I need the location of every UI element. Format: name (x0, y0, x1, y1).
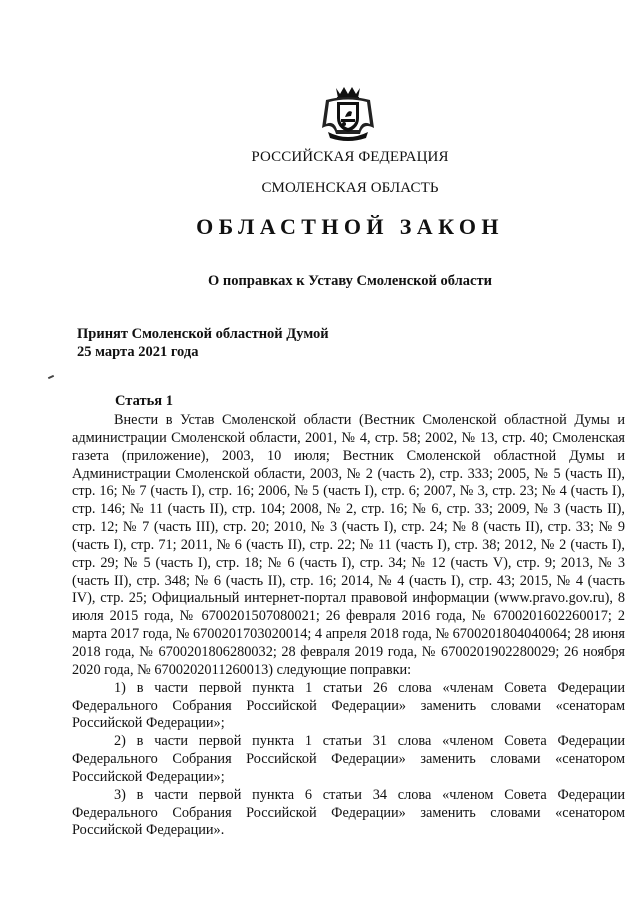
country-heading: РОССИЙСКАЯ ФЕДЕРАЦИЯ (251, 149, 449, 165)
coat-of-arms-icon (318, 82, 378, 144)
adoption-info (77, 325, 329, 361)
adopted-by: Принят Смоленской областной Думой (77, 326, 329, 342)
adopted-date: 25 марта 2021 года (77, 344, 199, 360)
document-type-title: ОБЛАСТНОЙ ЗАКОН (196, 214, 504, 239)
region-heading: СМОЛЕНСКАЯ ОБЛАСТЬ (261, 180, 439, 196)
article-intro-paragraph: Внести в Устав Смоленской области (Вестник Смоленской областной Думы и администрации Смоленской области, 2001, № 4, стр. 58; 2002, № 13, стр. 40; Смоленская газета (приложение), 2003, 10 июля; Вестник Смоленской областной Думы и Администрации Смоленской области, 2003, № 2 (часть 2), стр. 333; 2005, № 5 (часть II), стр. 16; № 7 (часть I), стр. 16; 2006, № 5 (часть I), стр. 6; 2007, № 3, стр. 23; № 4 (часть I), стр. 146; № 11 (часть II), стр. 104; 2008, № 2, стр. 16; № 6, стр. 33; 2009, № 3 (часть II), стр. 12; № 7 (часть III), стр. 20; 2010, № 3 (часть I), стр. 24; № 8 (часть II), стр. 33; № 9 (часть I), стр. 71; 2011, № 6 (часть II), стр. 22; № 11 (часть I), стр. 38; 2012, № 2 (часть I), стр. 29; № 5 (часть I), стр. 18; № 6 (часть I), стр. 34; № 12 (часть V), стр. 9; 2013, № 3 (часть II), стр. 348; № 6 (часть II), стр. 16; 2014, № 4 (часть I), стр. 43; 2015, № 4 (часть IV), стр. 25; Официальный интернет-портал правовой информации (www.pravo.gov.ru), 8 июля 2015 года, № 6700201507080021; 26 февраля 2016 года, № 6700201602260017; 2 марта 2017 года, № 6700201703020014; 4 апреля 2018 года, № 6700201804040064; 28 июня 2018 года, № 6700201806280032; 28 февраля 2019 года, № 6700201902280029; 26 ноября 2020 года, № 6700202011260013) следующие поправки: (72, 412, 625, 678)
law-subject: О поправках к Уставу Смоленской области (208, 273, 492, 289)
amendment-item: 3) в части первой пункта 6 статьи 34 слова «членом Совета Федерации Федерального Собрания Российской Федерации» заменить словами «сенатором Российской Федерации». (72, 786, 625, 839)
amendment-item: 1) в части первой пункта 1 статьи 26 слова «членам Совета Федерации Федерального Собрания Российской Федерации» заменить словами «сенаторам Российской Федерации»; (72, 679, 625, 732)
scan-mark (48, 375, 54, 379)
amendment-item: 2) в части первой пункта 1 статьи 31 слова «членом Совета Федерации Федерального Собрания Российской Федерации» заменить словами «сенатором Российской Федерации»; (72, 733, 625, 785)
article-body (72, 412, 625, 840)
article-heading: Статья 1 (115, 393, 173, 409)
